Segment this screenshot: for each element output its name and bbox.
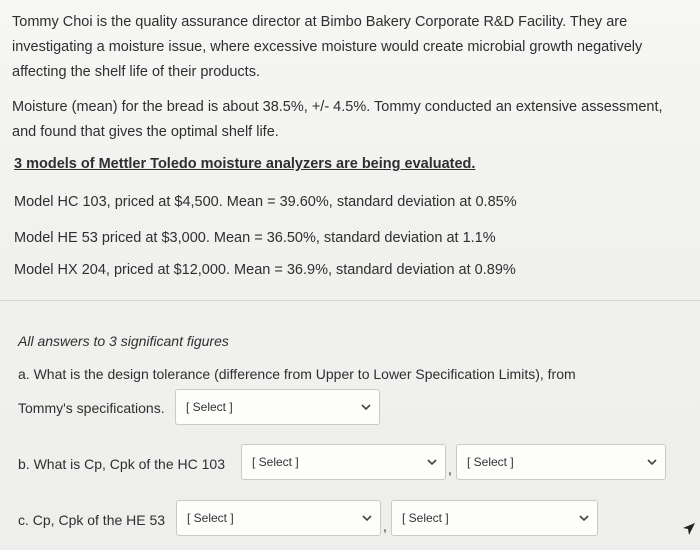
model-he53-line: Model HE 53 priced at $3,000. Mean = 36.50%, standard deviation at 1.1% — [14, 230, 496, 246]
question-c-cpk-select[interactable] — [391, 500, 598, 536]
question-a-select[interactable] — [175, 389, 380, 425]
select-placeholder: [ Select ] — [187, 511, 234, 525]
models-heading: 3 models of Mettler Toledo moisture analyzers are being evaluated. — [14, 156, 476, 172]
chevron-down-icon — [427, 458, 437, 466]
separator-comma: , — [383, 518, 387, 534]
model-hc103-line: Model HC 103, priced at $4,500. Mean = 39.60%, standard deviation at 0.85% — [14, 194, 517, 210]
select-placeholder: [ Select ] — [467, 455, 514, 469]
question-c-cp-select[interactable] — [176, 500, 381, 536]
question-c: c. Cp, Cpk of the HE 53 — [18, 512, 166, 528]
chevron-down-icon — [362, 514, 372, 522]
chevron-down-icon — [361, 403, 371, 411]
separator-comma: , — [448, 461, 452, 477]
chevron-down-icon — [647, 458, 657, 466]
section-divider — [0, 300, 700, 301]
model-hx204-line: Model HX 204, priced at $12,000. Mean = 36.9%, standard deviation at 0.89% — [14, 262, 516, 278]
select-placeholder: [ Select ] — [186, 400, 233, 414]
select-placeholder: [ Select ] — [402, 511, 449, 525]
moisture-paragraph: Moisture (mean) for the bread is about 38.5%, +/- 4.5%. Tommy conducted an extensive assessment, and found that gives the optimal shelf life. — [12, 99, 663, 140]
question-b: b. What is Cp, Cpk of the HC 103 — [18, 456, 225, 472]
intro-paragraph: Tommy Choi is the quality assurance director at Bimbo Bakery Corporate R&D Facility. They are investigating a moisture issue, where excessive moisture would create microbial growth negatively affecting the shelf life of their products. — [12, 14, 643, 80]
answer-note: All answers to 3 significant figures — [18, 333, 229, 349]
question-a-line1: a. What is the design tolerance (difference from Upper to Lower Specification Limits), from — [18, 366, 576, 382]
chevron-down-icon — [579, 514, 589, 522]
question-b-cp-select[interactable] — [241, 444, 446, 480]
select-placeholder: [ Select ] — [252, 455, 299, 469]
question-a-line2: Tommy's specifications. — [18, 400, 165, 416]
question-b-cpk-select[interactable] — [456, 444, 666, 480]
mouse-pointer-icon — [682, 522, 696, 536]
